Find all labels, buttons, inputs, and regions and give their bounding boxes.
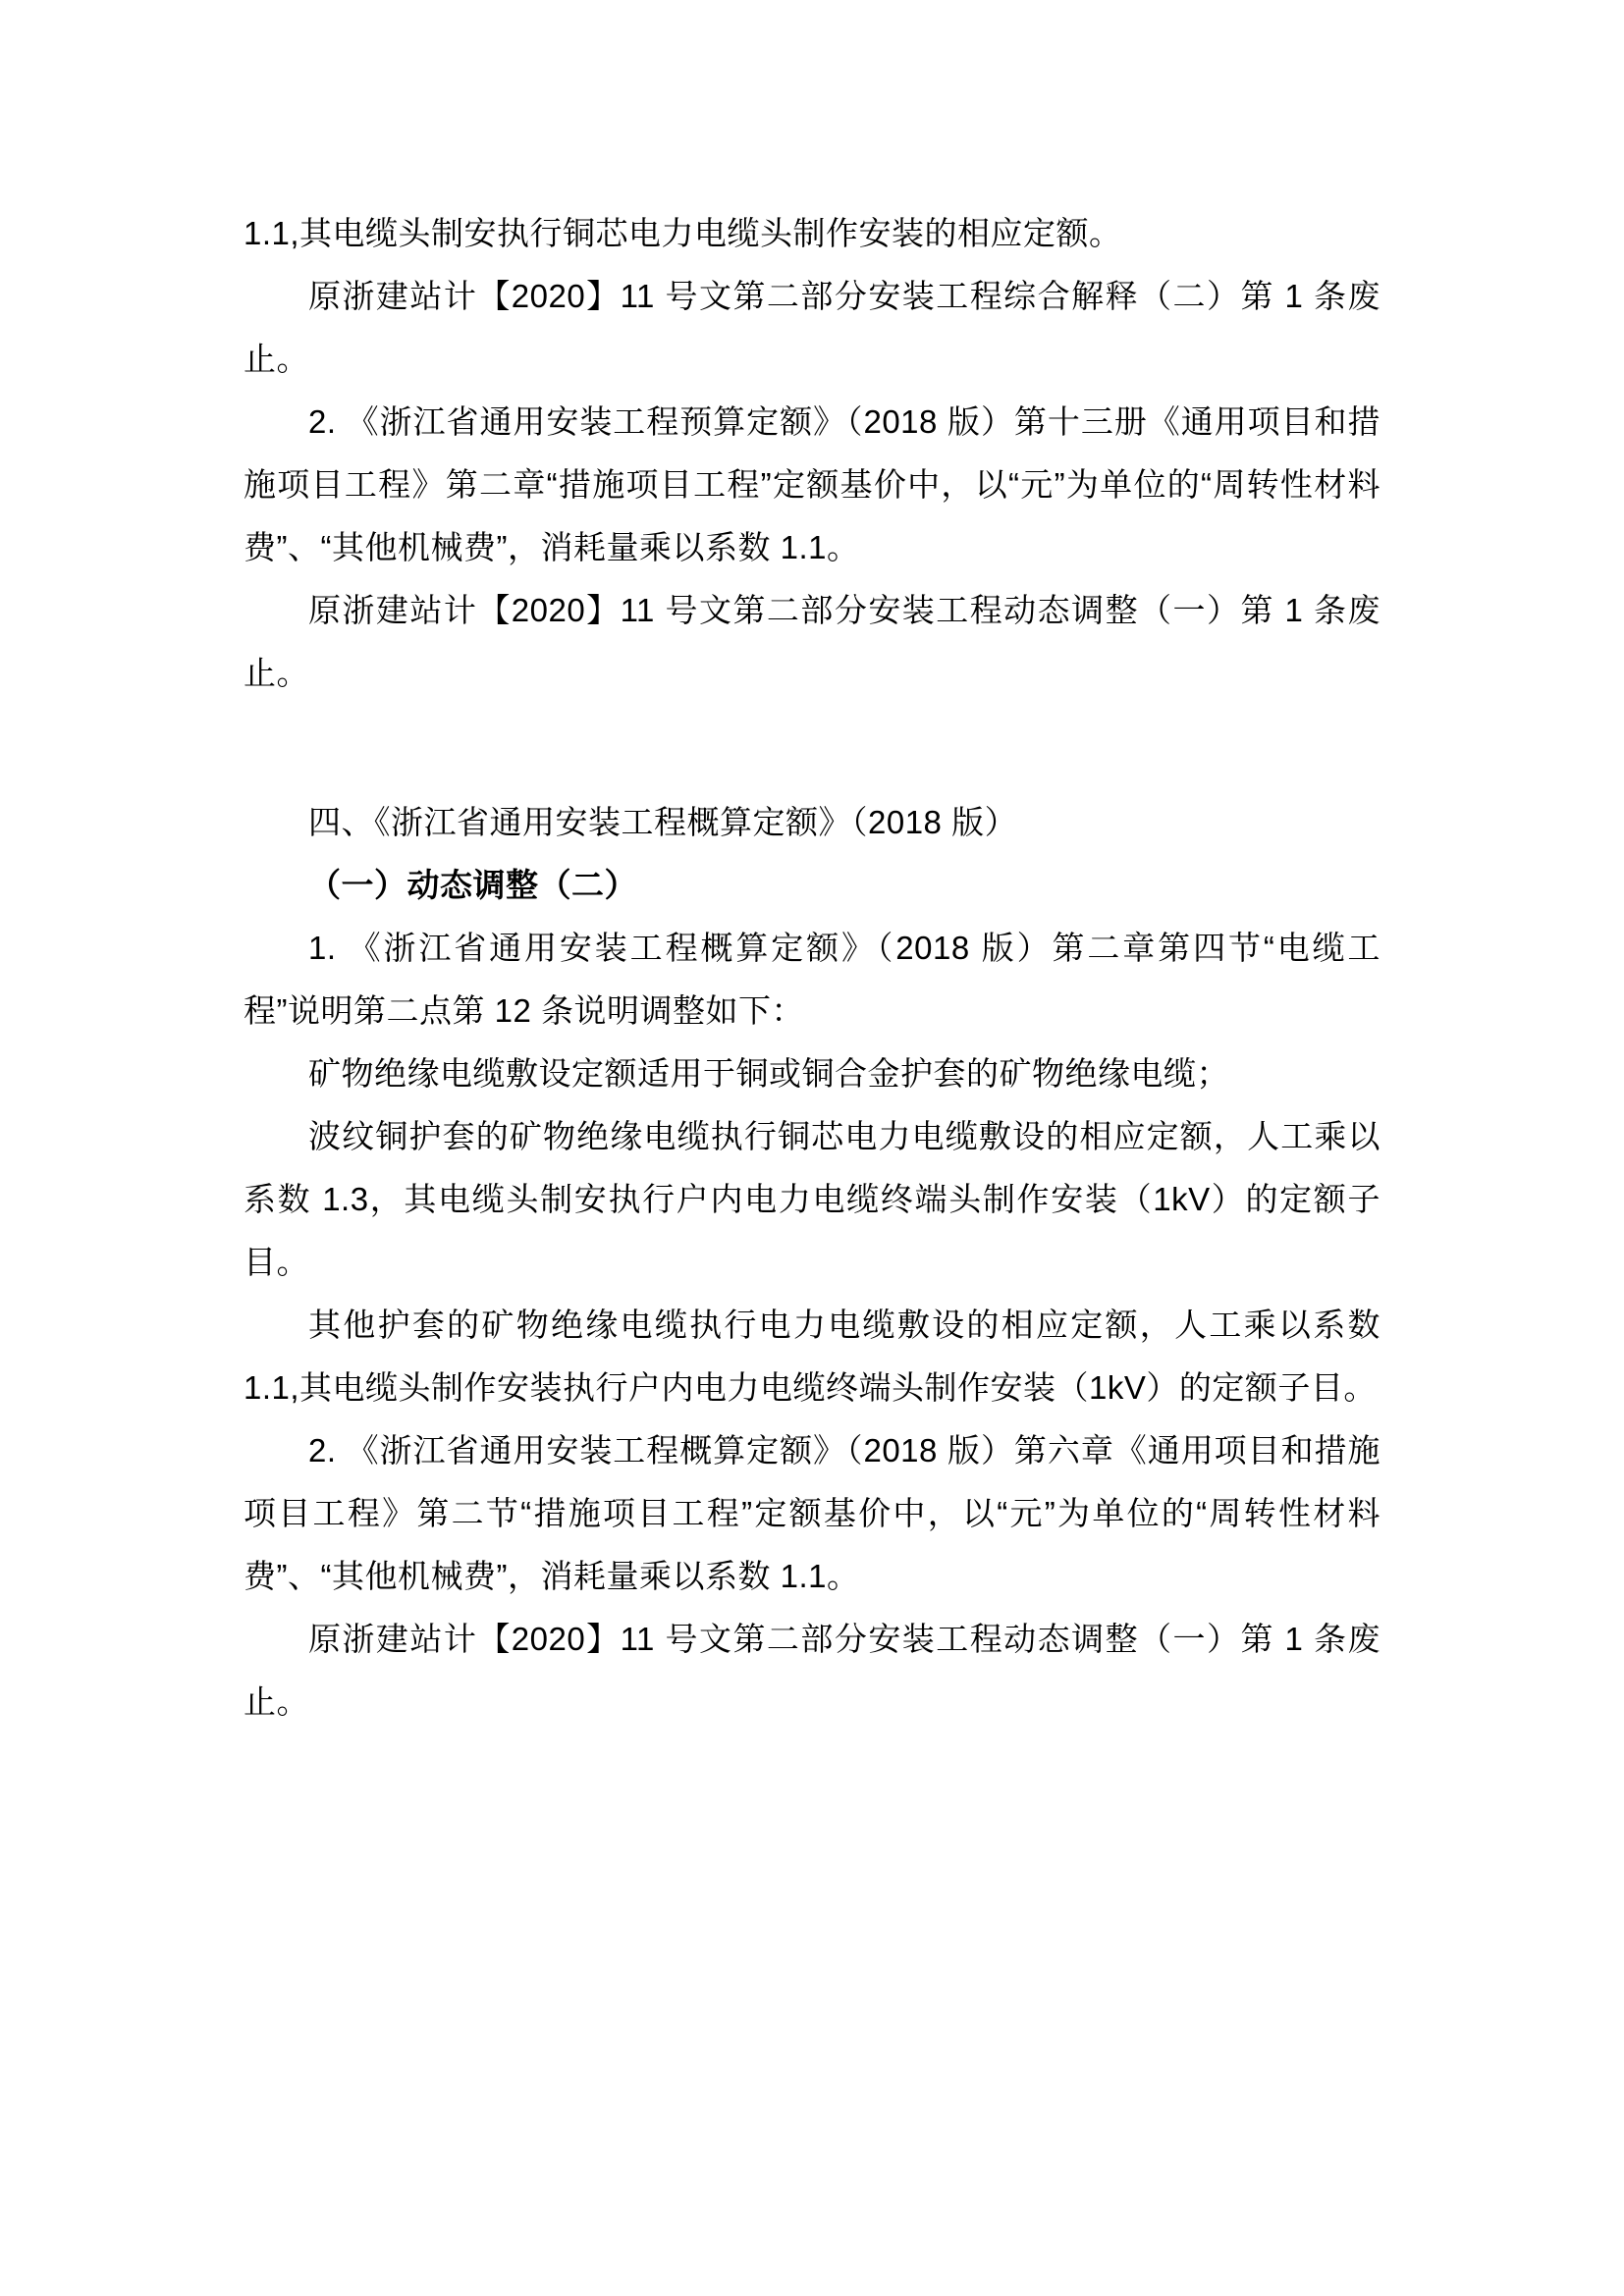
paragraph-item-1-estimate-quota: 1. 《浙江省通用安装工程概算定额》（2018 版）第二章第四节“电缆工程”说明第二点第 12 条说明调整如下：: [244, 930, 1380, 1029]
paragraph-corrugated-copper-sheath-rule: 波纹铜护套的矿物绝缘电缆执行铜芯电力电缆敷设的相应定额，人工乘以系数 1.3，其电缆头制安执行户内电力电缆终端头制作安装（1kV）的定额子目。: [244, 1118, 1380, 1280]
paragraph-repeal-note-3: 原浙建站计【2020】11 号文第二部分安装工程动态调整（一）第 1 条废止。: [244, 1621, 1380, 1720]
paragraph-repeal-note-1: 原浙建站计【2020】11 号文第二部分安装工程综合解释（二）第 1 条废止。: [244, 278, 1380, 377]
paragraph-item-2-estimate-quota: 2. 《浙江省通用安装工程概算定额》（2018 版）第六章《通用项目和措施项目工程》第二节“措施项目工程”定额基价中，以“元”为单位的“周转性材料费”、“其他机械费”，消耗量乘以系数 1.1。: [244, 1432, 1380, 1594]
paragraph-mineral-cable-rule: 矿物绝缘电缆敷设定额适用于铜或铜合金护套的矿物绝缘电缆；: [308, 1055, 1229, 1092]
document-text-block: [244, 202, 1380, 1734]
subsection-one-heading: （一）动态调整（二）: [308, 867, 637, 903]
section-four-title: 四、《浙江省通用安装工程概算定额》（2018 版）: [308, 804, 1018, 840]
paragraph-continuation-tail: 1.1,其电缆头制安执行铜芯电力电缆头制作安装的相应定额。: [244, 215, 1122, 251]
paragraph-other-sheath-rule: 其他护套的矿物绝缘电缆执行电力电缆敷设的相应定额，人工乘以系数 1.1,其电缆头制作安装执行户内电力电缆终端头制作安装（1kV）的定额子目。: [244, 1307, 1380, 1406]
paragraph-repeal-note-2: 原浙建站计【2020】11 号文第二部分安装工程动态调整（一）第 1 条废止。: [244, 592, 1380, 691]
paragraph-item-2-budget-quota: 2. 《浙江省通用安装工程预算定额》（2018 版）第十三册《通用项目和措施项目工程》第二章“措施项目工程”定额基价中，以“元”为单位的“周转性材料费”、“其他机械费”，消耗量乘以系数 1.1。: [244, 403, 1380, 565]
